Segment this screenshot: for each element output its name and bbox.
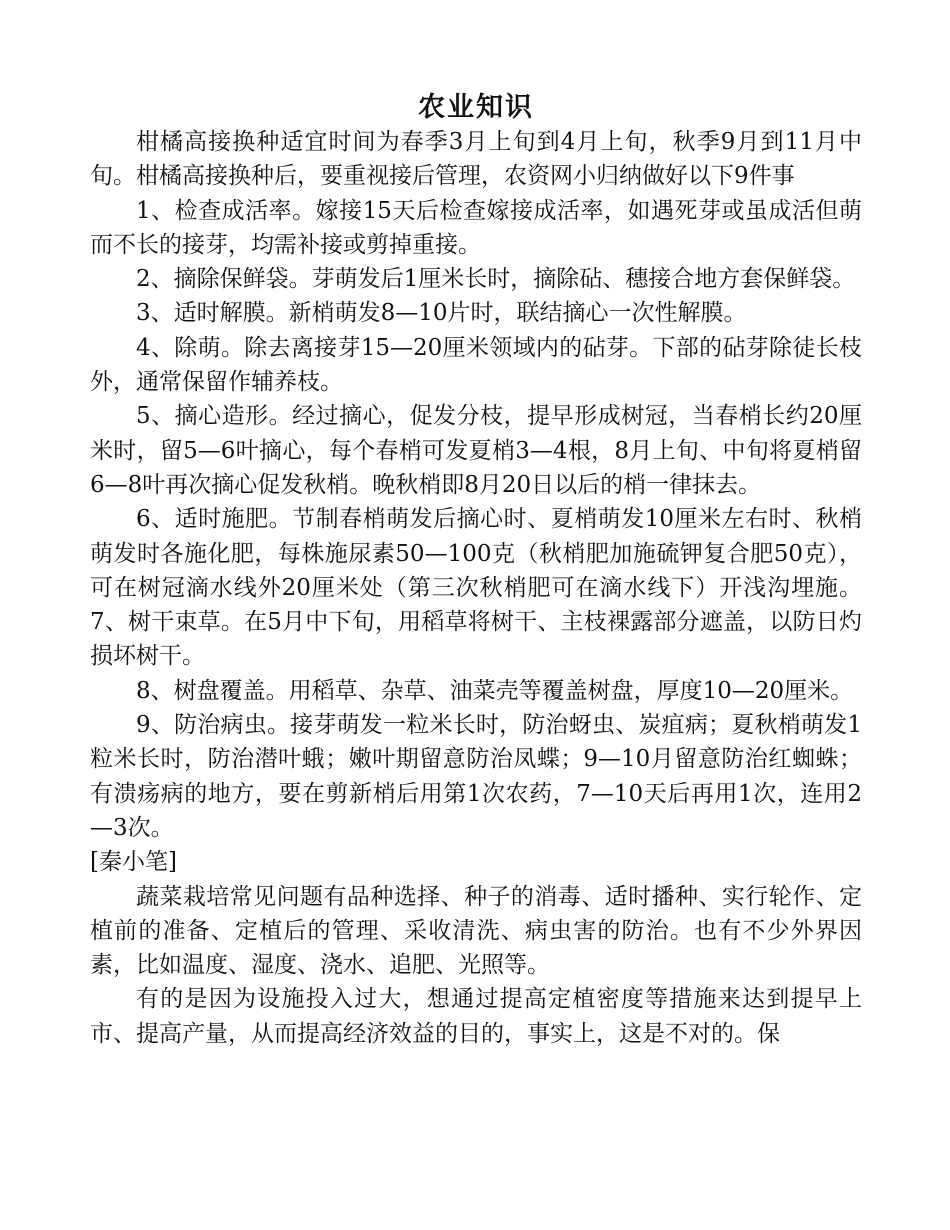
paragraph-step-3: 3、适时解膜。新梢萌发8—10片时，联结摘心一次性解膜。 xyxy=(136,300,747,327)
paragraph-step-8: 8、树盘覆盖。用稻草、杂草、油菜壳等覆盖树盘，厚度10—20厘米。 xyxy=(136,677,854,704)
paragraph-step-6-7: 6、适时施肥。节制春梢萌发后摘心时、夏梢萌发10厘米左右时、秋梢萌发时各施化肥，每株施尿素50—100克（秋梢肥加施硫钾复合肥50克），可在树冠滴水线外20厘米处（第三次秋梢肥可在滴水线下）开浅沟埋施。7、树干束草。在5月中下旬，用稻草将树干、主枝裸露部分遮盖，以防日灼损坏树干。 xyxy=(90,506,862,670)
author-tag: [秦小笔] xyxy=(90,849,177,876)
paragraph-step-4: 4、除萌。除去离接芽15—20厘米领域内的砧芽。下部的砧芽除徒长枝外，通常保留作辅养枝。 xyxy=(90,334,862,396)
paragraph-vegetable-density: 有的是因为设施投入过大，想通过提高定植密度等措施来达到提早上市、提高产量，从而提高经济效益的目的，事实上，这是不对的。保 xyxy=(90,986,862,1047)
paragraph-step-2: 2、摘除保鲜袋。芽萌发后1厘米长时，摘除砧、穗接合地方套保鲜袋。 xyxy=(136,266,856,293)
paragraph-step-1: 1、检查成活率。嫁接15天后检查嫁接成活率，如遇死芽或虽成活但萌而不长的接芽，均需补接或剪掉重接。 xyxy=(90,197,862,258)
paragraph-step-9: 9、防治病虫。接芽萌发一粒米长时，防治蚜虫、炭疽病；夏秋梢萌发1粒米长时，防治潜叶蛾；嫩叶期留意防治凤蝶；9—10月留意防治红蜘蛛；有溃疡病的地方，要在剪新梢后用第1次农药，7—10天后再用1次，连用2—3次。 xyxy=(90,712,862,841)
paragraph-intro: 柑橘高接换种适宜时间为春季3月上旬到4月上旬，秋季9月到11月中旬。柑橘高接换种后，要重视接后管理，农资网小归纳做好以下9件事 xyxy=(90,129,862,190)
document-title: 农业知识 xyxy=(418,92,534,123)
paragraph-step-5: 5、摘心造形。经过摘心，促发分枝，提早形成树冠，当春梢长约20厘米时，留5—6叶摘心，每个春梢可发夏梢3—4根，8月上旬、中旬将夏梢留6—8叶再次摘心促发秋梢。晚秋梢即8月20日以后的梢一律抹去。 xyxy=(90,403,862,498)
paragraph-vegetable-intro: 蔬菜栽培常见问题有品种选择、种子的消毒、适时播种、实行轮作、定植前的准备、定植后的管理、采收清洗、病虫害的防治。也有不少外界因素，比如温度、湿度、浇水、追肥、光照等。 xyxy=(90,883,862,979)
document-page xyxy=(90,88,862,1051)
